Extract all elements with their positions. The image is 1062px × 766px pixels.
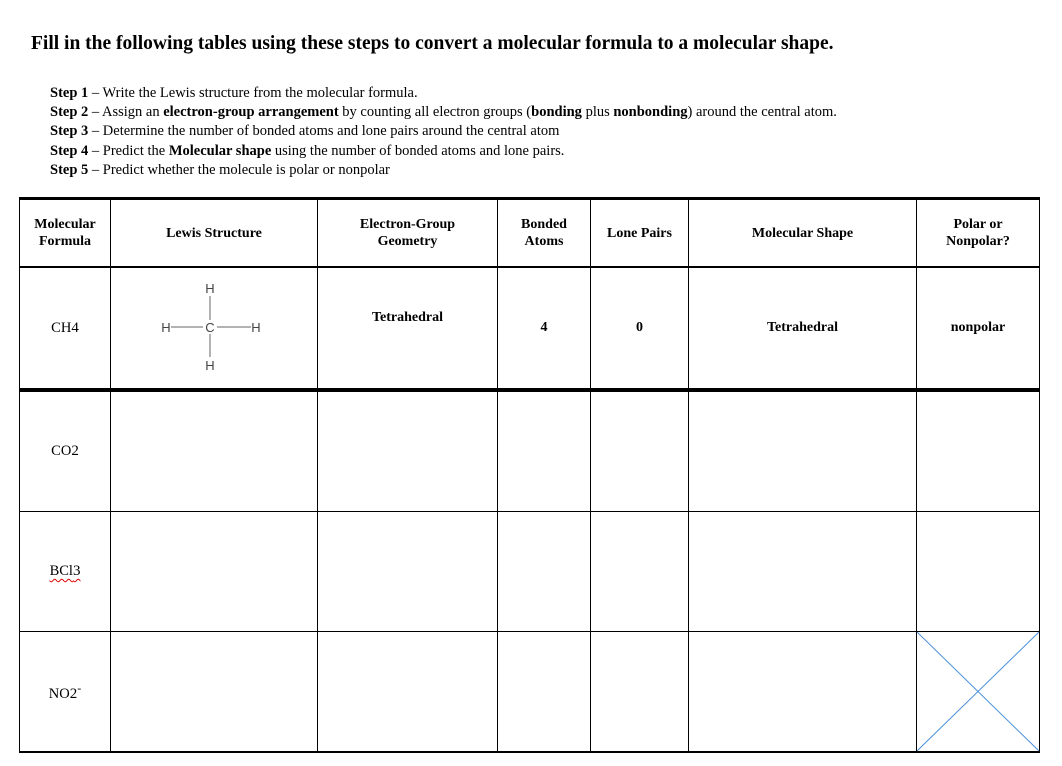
step-label: Step 4 (50, 142, 89, 159)
polarity-cell[interactable] (917, 390, 1040, 512)
header-electron-group-geometry: Electron-Group Geometry (318, 199, 498, 268)
formula-text-spellcheck (50, 563, 81, 579)
lewis-structure-cell[interactable] (111, 512, 318, 632)
geometry-value: Tetrahedral (371, 310, 444, 325)
step-dash: – (88, 104, 102, 121)
step-text: using the number of bonded atoms and lone pairs. (271, 142, 565, 159)
header-lewis-structure: Lewis Structure (111, 199, 318, 268)
lewis-atom-center: C (205, 320, 215, 335)
lewis-structure-cell[interactable] (111, 632, 318, 753)
formula-cell (20, 512, 111, 632)
step-text: Assign an (101, 104, 164, 121)
step-text: ) around the central atom. (687, 104, 837, 121)
lone-pairs-cell[interactable]: 0 (591, 267, 689, 390)
bonded-atoms-cell[interactable] (498, 512, 591, 632)
header-molecular-formula: Molecular Formula (20, 199, 111, 268)
step-label: Step 1 (50, 85, 89, 101)
lone-pairs-cell[interactable] (591, 390, 689, 512)
formula-subscript: 2 (69, 685, 78, 702)
bonded-atoms-cell[interactable] (498, 390, 591, 512)
header-polar-nonpolar: Polar or Nonpolar? (917, 199, 1040, 268)
step-3 (50, 122, 837, 141)
step-text: plus (581, 104, 614, 121)
table-row (20, 632, 1040, 753)
step-bold-text: Molecular shape (168, 142, 272, 159)
step-label: Step 3 (50, 123, 89, 140)
step-text: Predict whether the molecule is polar or nonpolar (102, 161, 390, 178)
molecular-shape-cell[interactable] (689, 632, 917, 753)
polarity-cell[interactable] (917, 512, 1040, 632)
geometry-cell[interactable] (318, 512, 498, 632)
step-label: Step 2 (50, 104, 89, 121)
formula-subscript: 3 (72, 563, 81, 579)
table-header-row (20, 199, 1040, 268)
cross-out-mark (917, 632, 1039, 751)
geometry-cell[interactable] (318, 632, 498, 753)
molecular-shape-cell[interactable] (689, 512, 917, 632)
formula-superscript: - (77, 680, 82, 695)
step-5 (50, 161, 837, 180)
lewis-atom-right: H (251, 320, 261, 335)
step-1 (50, 84, 837, 103)
header-molecular-shape: Molecular Shape (689, 199, 917, 268)
molecular-shape-cell[interactable] (689, 390, 917, 512)
molecule-table (19, 197, 1040, 753)
step-label: Step 5 (50, 161, 89, 178)
formula-cell (20, 267, 111, 390)
lone-pairs-cell[interactable] (591, 632, 689, 753)
step-dash: – (88, 85, 103, 101)
geometry-cell[interactable] (318, 267, 498, 390)
lewis-structure-cell[interactable] (111, 390, 318, 512)
lone-pairs-cell[interactable] (591, 512, 689, 632)
step-bold-text: nonbonding (613, 104, 688, 121)
formula-text: BCl (49, 563, 73, 579)
polarity-cell[interactable]: nonpolar (917, 267, 1040, 390)
formula-text: CH (51, 319, 72, 336)
step-text: Write the Lewis structure from the molecular formula. (102, 85, 418, 101)
lewis-atom-left: H (161, 320, 171, 335)
table-row (20, 267, 1040, 390)
steps-list (50, 84, 837, 180)
step-4 (50, 142, 837, 161)
header-lone-pairs: Lone Pairs (591, 199, 689, 268)
bonded-atoms-cell[interactable] (498, 632, 591, 753)
lewis-atom-top: H (205, 281, 215, 296)
step-bold-text: electron-group arrangement (163, 104, 339, 121)
step-2 (50, 103, 837, 122)
lewis-structure-diagram (159, 280, 269, 376)
step-bold-text: bonding (531, 104, 582, 121)
step-dash: – (88, 161, 103, 178)
bonded-atoms-cell[interactable]: 4 (498, 267, 591, 390)
step-dash: – (88, 123, 103, 140)
geometry-cell[interactable] (318, 390, 498, 512)
step-text: by counting all electron groups ( (338, 104, 532, 121)
molecular-shape-cell[interactable]: Tetrahedral (689, 267, 917, 390)
step-text: Determine the number of bonded atoms and lone pairs around the central atom (102, 123, 560, 140)
polarity-cell-crossed-out (917, 632, 1040, 753)
table-row (20, 390, 1040, 512)
lewis-atom-bottom: H (205, 358, 215, 373)
step-dash: – (88, 142, 103, 159)
lewis-structure-cell[interactable] (111, 267, 318, 390)
formula-text: NO (48, 685, 70, 702)
formula-text: CO (51, 443, 72, 459)
header-bonded-atoms: Bonded Atoms (498, 199, 591, 268)
table-row (20, 512, 1040, 632)
formula-subscript: 2 (71, 443, 79, 459)
page-title: Fill in the following tables using these steps to convert a molecular formula to a molecular shape. (31, 33, 834, 54)
formula-cell (20, 632, 111, 753)
formula-cell (20, 390, 111, 512)
formula-subscript: 4 (71, 319, 79, 336)
step-text: Predict the (102, 142, 169, 159)
